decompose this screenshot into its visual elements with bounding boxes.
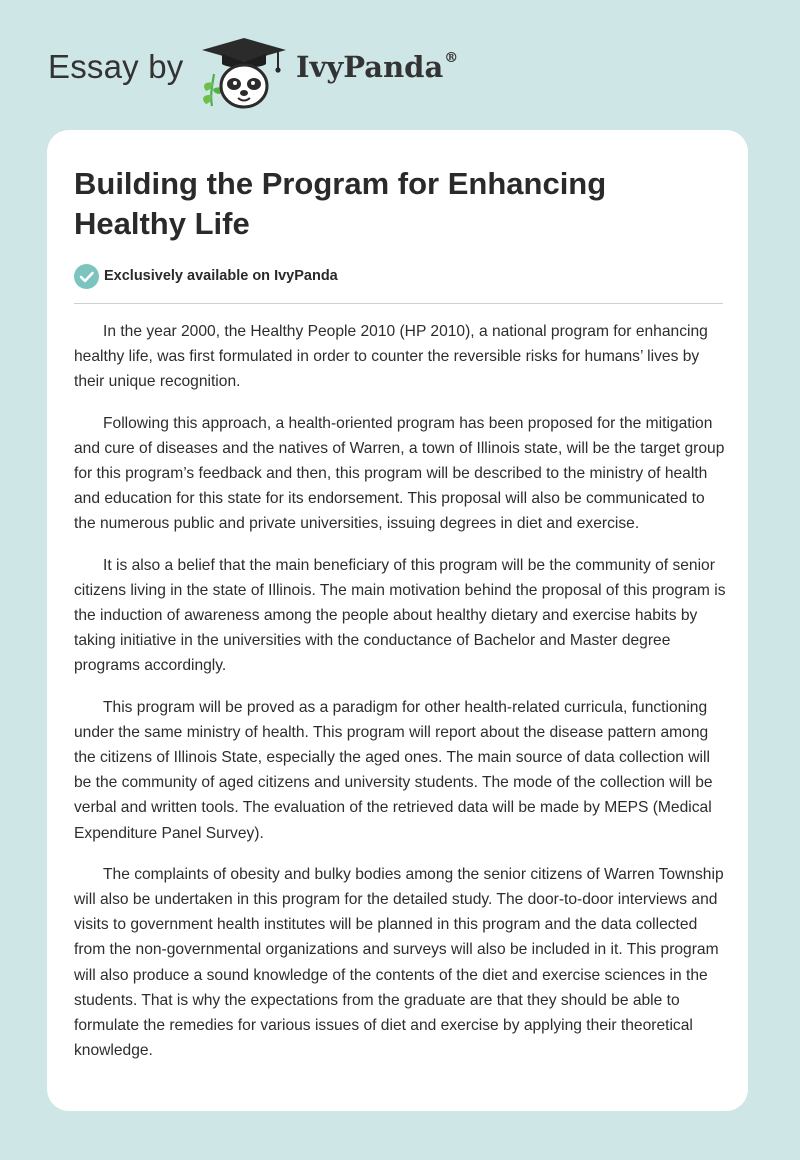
essay-card: [47, 130, 748, 1111]
check-circle-icon: [74, 264, 99, 289]
title-divider: [74, 303, 723, 304]
essay-paragraph: In the year 2000, the Healthy People 2010 (HP 2010), a national program for enhancing healthy life, was first formulated in order to counter the reversible risks for humans’ lives by their unique recognition.: [74, 323, 708, 391]
essay-by-label: Essay by: [48, 48, 184, 85]
exclusive-badge: [74, 263, 338, 289]
panda-graduate-icon[interactable]: [198, 34, 290, 110]
ivypanda-brand-name[interactable]: [296, 50, 459, 84]
essay-body: [74, 319, 726, 1079]
brand-name-text: IvyPanda: [296, 50, 444, 84]
registered-mark: ®: [444, 50, 459, 66]
essay-paragraph: The complaints of obesity and bulky bodies among the senior citizens of Warren Township will also be undertaken in this program for the detailed study. The door-to-door interviews and visits to government health institutes will be planned in this program and the data collected from the non-governmental organizations and surveys will also be included in it. This program will also produce a sound knowledge of the contents of the diet and exercise sciences in the students. That is why the expectations from the graduate are that they should be able to formulate the remedies for various issues of diet and exercise by applying their theoretical knowledge.: [74, 865, 724, 1060]
essay-paragraph: It is also a belief that the main beneficiary of this program will be the community of senior citizens living in the state of Illinois. The main motivation behind the proposal of this program is the induction of awareness among the people about healthy dietary and exercise habits by taking initiative in the universities with the conductance of Bachelor and Master degree programs accordingly.: [74, 556, 726, 675]
essay-title: Building the Program for Enhancing Healthy Life: [74, 166, 607, 241]
essay-paragraph: This program will be proved as a paradigm for other health-related curricula, functioning under the same ministry of health. This program will report about the disease pattern among the citizens of Illinois State, especially the aged ones. The main source of data collection will be the community of aged citizens and university students. The mode of the collection will be verbal and written tools. The evaluation of the retrieved data will be made by MEPS (Medical Expenditure Panel Survey).: [74, 698, 713, 842]
site-header: [0, 0, 800, 125]
essay-paragraph: Following this approach, a health-oriented program has been proposed for the mitigation and cure of diseases and the natives of Warren, a town of Illinois state, will be the target group for this program’s feedback and then, this program will be described to the ministry of health and education for this state for its endorsement. This proposal will also be communicated to the numerous public and private universities, issuing degrees in diet and exercise.: [74, 414, 725, 533]
exclusive-badge-text: Exclusively available on IvyPanda: [104, 268, 338, 284]
